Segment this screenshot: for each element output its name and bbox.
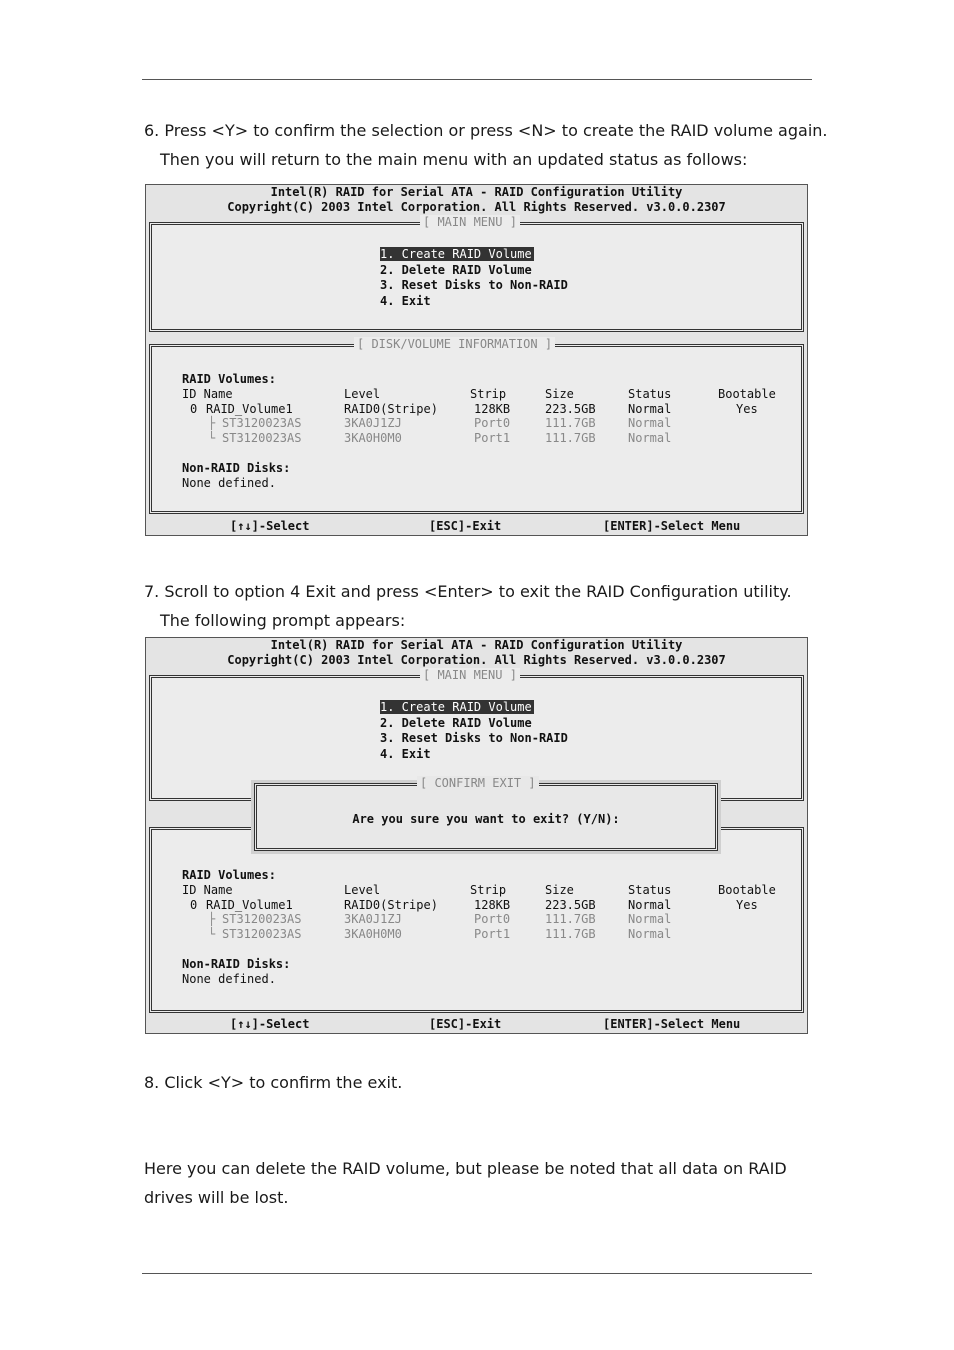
bios-copyright: Copyright(C) 2003 Intel Corporation. All Rights Reserved. v3.0.0.2307 (227, 200, 726, 214)
step-7-line2: The following prompt appears: (160, 611, 406, 630)
menu-item-delete[interactable]: 2. Delete RAID Volume (380, 262, 532, 277)
nonraid-label: Non-RAID Disks: (182, 460, 291, 475)
delete-note (144, 1154, 787, 1212)
step-6-text (144, 116, 828, 174)
bios-screenshot-main-menu (145, 184, 808, 536)
info-content (182, 372, 791, 490)
main-menu-title: [ MAIN MENU ] (420, 668, 520, 682)
disk-volume-info-panel (149, 337, 804, 514)
status-enter: [ENTER]-Select Menu (603, 1017, 741, 1031)
step-7-line1: 7. Scroll to option 4 Exit and press <Enter> to exit the RAID Configuration utility. (144, 582, 792, 601)
menu-item-exit[interactable]: 4. Exit (380, 293, 431, 308)
confirm-exit-title: [ CONFIRM EXIT ] (417, 776, 539, 790)
menu-item-exit[interactable]: 4. Exit (380, 746, 431, 761)
bios-title: Intel(R) RAID for Serial ATA - RAID Configuration Utility (270, 185, 683, 199)
info-content (182, 868, 791, 986)
raid-volumes-label: RAID Volumes: (182, 868, 276, 882)
confirm-exit-dialog[interactable] (254, 776, 718, 851)
main-menu-title: [ MAIN MENU ] (420, 215, 520, 229)
table-row: 0 RAID_Volume1 RAID0(Stripe) 128KB 223.5GB Normal Yes (190, 401, 758, 416)
table-row: └ ST3120023AS 3KA0H0M0 Port1 111.7GB Normal (208, 927, 672, 942)
table-row: ├ ST3120023AS 3KA0J1ZJ Port0 111.7GB Normal (208, 416, 672, 431)
status-bar (146, 1016, 807, 1032)
delete-note-line1: Here you can delete the RAID volume, but please be noted that all data on RAID (144, 1159, 787, 1178)
table-row: └ ST3120023AS 3KA0H0M0 Port1 111.7GB Normal (208, 431, 672, 446)
step-8-text: 8. Click <Y> to confirm the exit. (144, 1073, 403, 1092)
delete-note-line2: drives will be lost. (144, 1188, 289, 1207)
nonraid-value: None defined. (182, 475, 276, 490)
menu-item-create[interactable]: 1. Create RAID Volume (380, 700, 532, 714)
main-menu-panel (149, 215, 804, 332)
footer-rule (142, 1273, 812, 1274)
main-menu-list (380, 700, 568, 762)
step-6-line1: 6. Press <Y> to confirm the selection or press <N> to create the RAID volume again. (144, 121, 828, 140)
raid-volumes-label: RAID Volumes: (182, 372, 276, 386)
main-menu-list (380, 247, 568, 309)
menu-item-reset[interactable]: 3. Reset Disks to Non-RAID (380, 731, 568, 745)
info-title: [ DISK/VOLUME INFORMATION ] (354, 337, 555, 351)
status-esc: [ESC]-Exit (429, 519, 502, 533)
confirm-exit-message: Are you sure you want to exit? (Y/N): (352, 812, 620, 826)
nonraid-label: Non-RAID Disks: (182, 956, 291, 971)
table-row: 0 RAID_Volume1 RAID0(Stripe) 128KB 223.5GB Normal Yes (190, 897, 758, 912)
step-7-text (144, 577, 792, 635)
menu-item-delete[interactable]: 2. Delete RAID Volume (380, 715, 532, 730)
bios-screenshot-confirm-exit (145, 637, 808, 1034)
bios-copyright: Copyright(C) 2003 Intel Corporation. All Rights Reserved. v3.0.0.2307 (227, 653, 726, 667)
status-bar (146, 518, 807, 534)
table-header: ID Name Level Strip Size Status Bootable (182, 882, 776, 897)
status-select: [↑↓]-Select (230, 519, 310, 533)
status-enter: [ENTER]-Select Menu (603, 519, 741, 533)
header-rule (142, 79, 812, 80)
status-select: [↑↓]-Select (230, 1017, 310, 1031)
menu-item-reset[interactable]: 3. Reset Disks to Non-RAID (380, 278, 568, 292)
table-row: ├ ST3120023AS 3KA0J1ZJ Port0 111.7GB Normal (208, 912, 672, 927)
status-esc: [ESC]-Exit (429, 1017, 502, 1031)
bios-title: Intel(R) RAID for Serial ATA - RAID Configuration Utility (270, 638, 683, 652)
menu-item-create[interactable]: 1. Create RAID Volume (380, 247, 532, 261)
table-header: ID Name Level Strip Size Status Bootable (182, 386, 776, 401)
nonraid-value: None defined. (182, 971, 276, 986)
disk-volume-info-panel (149, 827, 804, 1013)
step-6-line2: Then you will return to the main menu with an updated status as follows: (160, 150, 748, 169)
